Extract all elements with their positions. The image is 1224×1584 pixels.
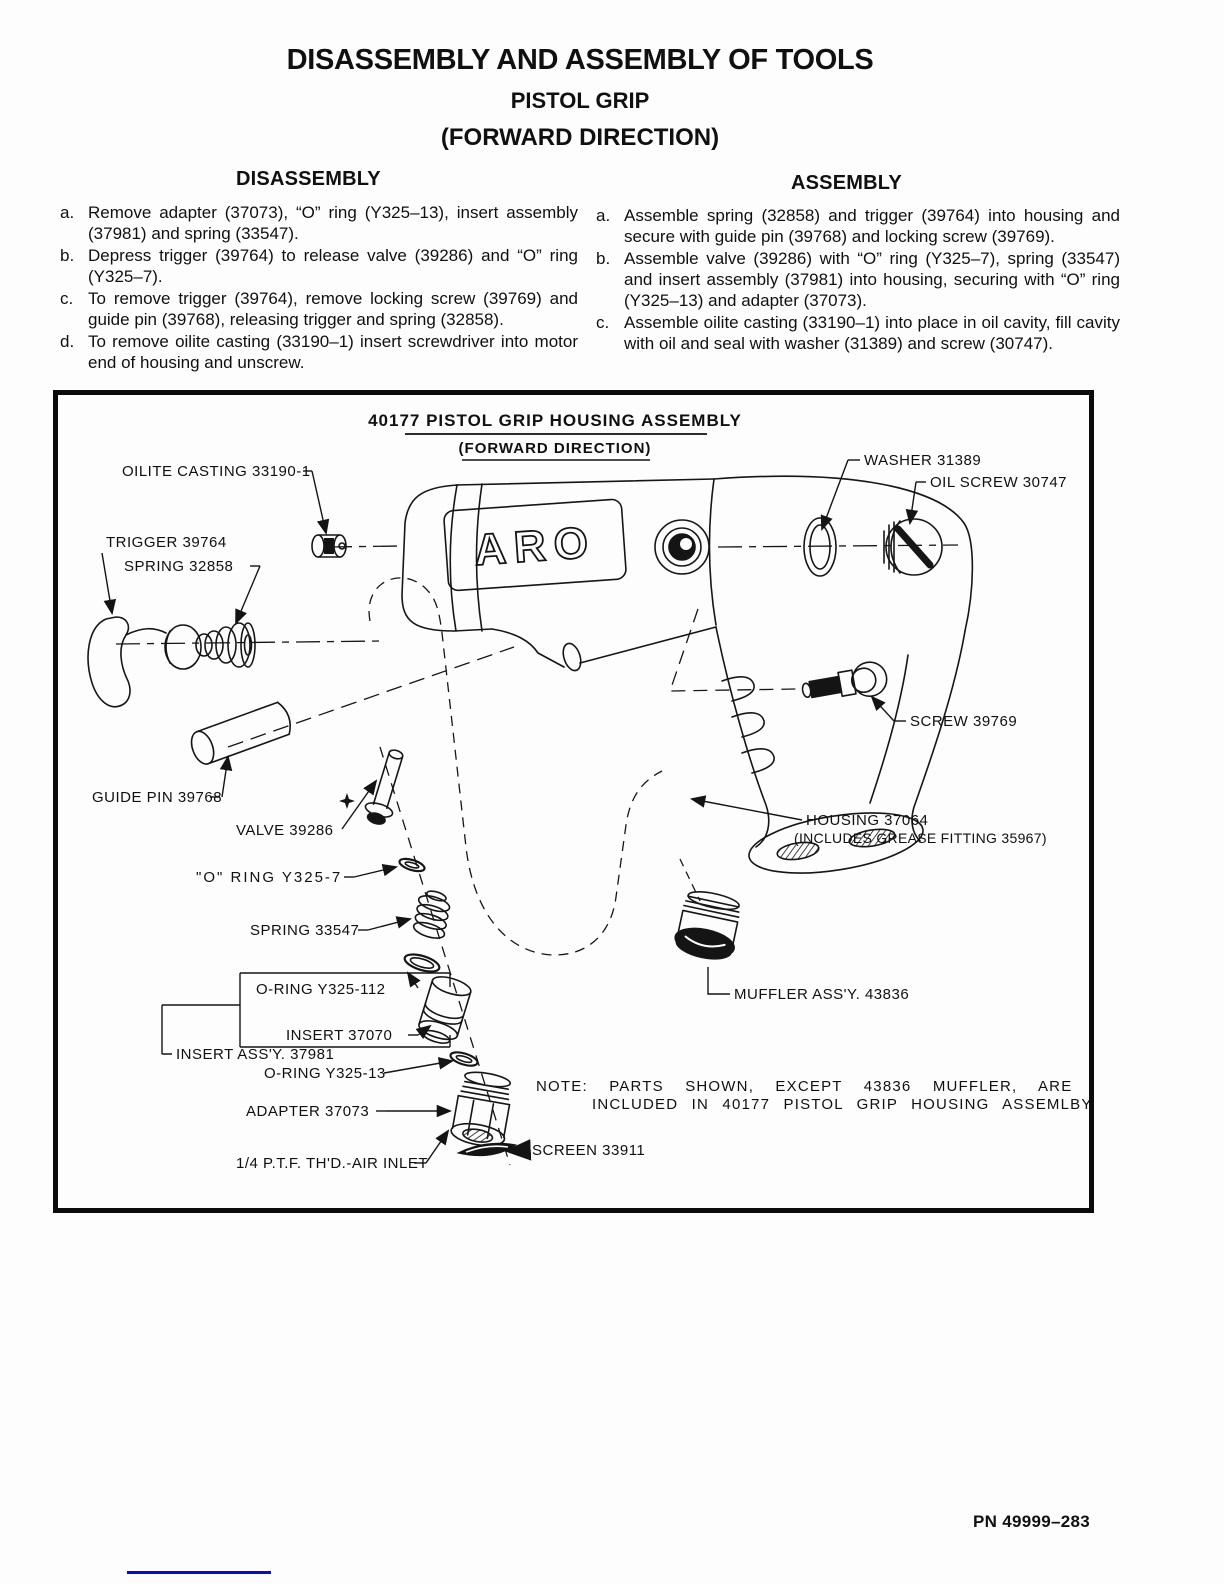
washer-label: WASHER 31389 [864,452,982,469]
disassembly-steps [58,202,578,374]
list-item [58,202,578,244]
guide-pin-drawing [187,700,294,767]
oring-y325-112-label: O-RING Y325-112 [256,981,386,998]
list-item [594,312,1120,354]
step-text: Assemble valve (39286) with “O” ring (Y325–7), spring (33547) and insert assembly (37981) into housing, securing with “O” ring (Y325–13) and adapter (37073). [624,249,1120,310]
step-letter: a. [596,206,611,225]
oring-y325-13-label: O-RING Y325-13 [264,1065,386,1082]
spring-33547-drawing [409,887,456,941]
page-title: DISASSEMBLY AND ASSEMBLY OF TOOLS [286,44,874,76]
step-text: Depress trigger (39764) to release valve (39286) and “O” ring (Y325–7). [88,246,578,286]
insert-37070-drawing [416,973,473,1047]
step-text: Assemble spring (32858) and trigger (39764) into housing and secure with guide pin (39768) and locking screw (39769). [624,206,1120,246]
muffler-drawing [672,888,744,964]
screen-drawing [458,1143,516,1155]
list-item [594,205,1120,247]
screw-label: SCREW 39769 [910,713,1018,730]
trigger-label: TRIGGER 39764 [106,534,227,551]
insert-assy-label: INSERT ASS'Y. 37981 [176,1046,335,1063]
adapter-label: ADAPTER 37073 [246,1103,370,1120]
oilite-label: OILITE CASTING 33190-1 [122,463,311,480]
housing-label: HOUSING 37064 [806,812,929,829]
note-line-1: NOTE: PARTS SHOWN, EXCEPT 43836 MUFFLER, ARE [536,1078,1073,1095]
muffler-label: MUFFLER ASS'Y. 43836 [734,986,910,1003]
oil-screw-label: OIL SCREW 30747 [930,474,1067,491]
diagram-title: 40177 PISTOL GRIP HOUSING ASSEMBLY [368,411,742,430]
step-text: Assemble oilite casting (33190–1) into place in oil cavity, fill cavity with oil and seal with washer (31389) and screw (30747). [624,313,1120,353]
oilite-casting-drawing [312,535,346,557]
step-letter: b. [596,249,611,268]
oring-y325-13-drawing [449,1050,479,1069]
blue-underline-mark [127,1571,271,1574]
step-letter: a. [60,203,75,222]
step-letter: c. [60,289,74,308]
page-subtitle: PISTOL GRIP [510,88,650,113]
spring-33547-label: SPRING 33547 [250,922,360,939]
diagram-subtitle: (FORWARD DIRECTION) [458,440,652,457]
list-item [58,245,578,287]
aro-logo-text: ARO [472,517,598,576]
trigger-drawing [88,617,201,707]
diagram-frame [53,390,1094,1213]
spring-32858-label: SPRING 32858 [124,558,234,575]
adapter-drawing [450,1069,516,1149]
oring-y325-7-drawing [398,856,426,873]
disassembly-heading: DISASSEMBLY [236,168,381,190]
screen-label: SCREEN 33911 [532,1142,646,1159]
air-inlet-label: 1/4 P.T.F. TH'D.-AIR INLET [236,1155,429,1172]
step-text: To remove trigger (39764), remove locking screw (39769) and guide pin (39768), releasing trigger and spring (32858). [88,289,578,329]
insert-label: INSERT 37070 [286,1027,393,1044]
oring-y325-7-label: "O" RING Y325-7 [196,869,343,886]
spring-32858-drawing [196,623,255,667]
sparkle-mark [339,793,355,809]
list-item [58,331,578,373]
page-direction: (FORWARD DIRECTION) [440,124,720,151]
step-letter: c. [596,313,610,332]
centerlines [116,545,958,1165]
note-line-2: INCLUDED IN 40177 PISTOL GRIP HOUSING ASSEMLBY. [592,1096,1089,1113]
list-item [594,248,1120,311]
assembly-heading: ASSEMBLY [791,172,902,194]
valve-label: VALVE 39286 [236,822,334,839]
step-letter: b. [60,246,75,265]
washer-drawing [804,518,836,576]
list-item [58,288,578,330]
exploded-diagram [58,395,1089,1208]
step-letter: d. [60,332,75,351]
part-number: PN 49999–283 [973,1512,1091,1531]
step-text: Remove adapter (37073), “O” ring (Y325–13), insert assembly (37981) and spring (33547). [88,203,578,243]
valve-drawing [362,747,411,828]
step-text: To remove oilite casting (33190–1) insert screwdriver into motor end of housing and unscrew. [88,332,578,372]
aro-nameplate [443,499,626,591]
guide-pin-label: GUIDE PIN 39768 [92,789,223,806]
housing-sublabel: (INCLUDES GREASE FITTING 35967) [794,830,1047,846]
oring-y325-112-drawing [403,951,442,975]
assembly-steps [594,205,1120,355]
oil-screw-drawing [884,519,942,575]
